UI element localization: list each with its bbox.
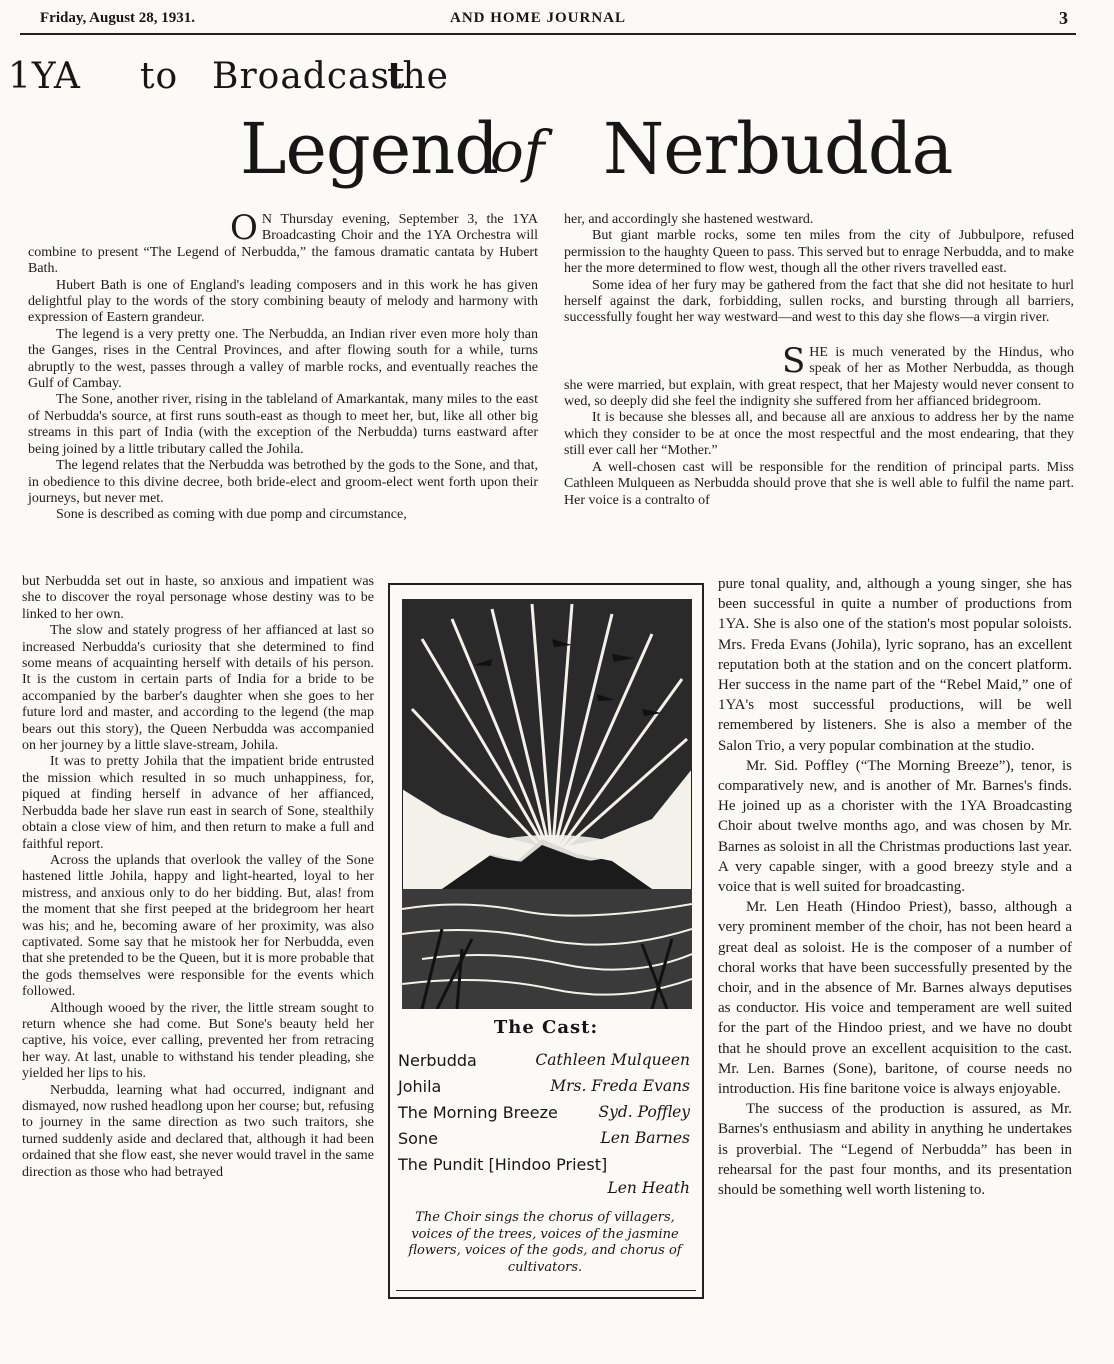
headline-legend: Legend [240,108,499,190]
cast-box [388,583,704,1299]
headline-station: 1YA [8,56,81,97]
headline-word-to: to [140,56,179,97]
choir-note: The Choir sings the chorus of villagers, voices of the trees, voices of the jasmine flowers, voices of the gods, and chorus of cultivators. [408,1210,682,1275]
cast-role: The Morning Breeze [398,1103,558,1122]
issue-date: Friday, August 28, 1931. [40,10,196,26]
paragraph: It was to pretty Johila that the impatient bride entrusted the mission which resulted in so much unhappiness, for, piqued at finding herself in advance of her affianced, Nerbudda bade her slave run east in search of Sone, stealthily obtain a close view of him, and then return to make a full and faithful report. [22,754,374,852]
headline-of: of [490,120,545,185]
cast-role: The Pundit [Hindoo Priest] [398,1155,608,1174]
paragraph: Sone is described as coming with due pomp and circumstance, [56,507,407,523]
paragraph: A well-chosen cast will be responsible for the rendition of principal parts. Miss Cathleen Mulqueen as Nerbudda should prove that she is well able to fulfil the name part. Her voice is a contralto of [564,459,1074,508]
cast-role: Nerbudda [398,1051,477,1070]
article-column-3 [718,574,1072,1200]
woodcut-illustration [402,599,692,1009]
paragraph: Mr. Sid. Poffley (“The Morning Breeze”), tenor, is comparatively new, and is another of Mr. Barnes's finds. He joined up as a chorister with the 1YA Broadcasting Choir about twelve months ago, and was chosen by Mr. Barnes as soloist in all the Christmas productions last year. A very capable singer, with a good breezy style and a voice that is well suited for broadcasting. [718,757,1072,896]
paragraph: Nerbudda, learning what had occurred, indignant and dismayed, now rushed headlong upon her course; but, refusing to journey in the same direction as two such traitors, she turned suddenly aside and declared that, although it had been ordained that she flow east, she never would travel in the same direction as those who had betrayed [22,1082,374,1180]
headline-line-2 [0,108,1114,198]
paragraph: The slow and stately progress of her affianced at last so increased Nerbudda's curiosity that she determined to find some means of acquainting herself with details of his person. It is the custom in certain parts of India for a bride to be accompanied by the barber's daughter when she goes to her future lord and master, and according to the legend (the map bears out this story), the Queen Nerbudda was accompanied on her journey by a little slave-stream, Johila. [22,623,374,754]
page-number: 3 [1059,8,1068,28]
paragraph: Mr. Len Heath (Hindoo Priest), basso, although a very prominent member of the choir, has not been heard a great deal as soloist. He is the composer of a number of choral works that have been successfully presented by the choir, and in the absence of Mr. Barnes always deputises as conductor. His voice and temperament are well suited for the part of the Hindoo priest, and we have no doubt that he should prove an excellent acquisition to the cast. Mr. Len. Barnes (Sone), baritone, of course needs no introduction. His fine baritone voice is always enjoyable. [718,899,1072,1098]
header-rule [20,33,1076,35]
headline-word-the: the [387,56,449,97]
cast-title: The Cast: [493,1017,599,1038]
drop-cap-o: O [230,208,258,248]
cast-actor: Syd. Poffley [598,1103,690,1121]
cast-box-rule [396,1290,696,1291]
page-header [40,8,1080,30]
journal-name: AND HOME JOURNAL [450,10,626,26]
cast-actor: Len Barnes [600,1129,690,1147]
paragraph: But giant marble rocks, some ten miles from the city of Jubbulpore, refused permission to the haughty Queen to pass. This served but to enrage Nerbudda, and to make her the more determined to flow west, though all the other rivers travelled east. [564,228,1074,277]
paragraph: Across the uplands that overlook the valley of the Sone hastened little Johila, happy and light-hearted, loyal to her mistress, and anxious only to do her bidding. But, alas! from the moment that she first peeped at the bridegroom her heart was his; and he, becoming aware of her proximity, was also captivated. Some say that he mistook her for Nerbudda, even that she pretended to be the Queen, but it is more probable that the gods themselves were responsible for the events which followed. [22,852,374,1000]
cast-role: Sone [398,1129,438,1148]
paragraph: Some idea of her fury may be gathered from the fact that she did not hesitate to hurl herself against the dark, forbidding, sullen rocks, and bursting through all barriers, successfully fought her way westward—and west to this day she flows—a virgin river. [564,277,1074,326]
article-column-1 [28,208,538,524]
intro-paragraph: O N Thursday evening, September 3, the 1YA Broadcasting Choir and the 1YA Orchestra will combine to present “The Legend of Nerbudda,” the famous dramatic cantata by Hubert Bath. [28,208,538,277]
paragraph: but Nerbudda set out in haste, so anxious and impatient was she to discover the royal personage whose destiny was to be linked to her own. [22,574,374,622]
cast-actor: Mrs. Freda Evans [550,1077,690,1095]
paragraph: Hubert Bath is one of England's leading composers and in this work he has given delightful play to the words of the story combining beauty of melody and harmony with expression of Eastern grandeur. [28,277,538,326]
paragraph: It is because she blesses all, and because all are anxious to address her by the name which they consider to be at once the most respectful and the most endearing, that they still ever call her “Mother.” [564,410,1074,459]
article-column-1-narrow [22,574,374,1181]
paragraph: The success of the production is assured, as Mr. Barnes's enthusiasm and ability in anything he undertakes is proverbial. The “Legend of Nerbudda” has been in rehearsal for the past four months, and its presentation should be something well worth listening to. [718,1101,1072,1199]
cast-actor: Cathleen Mulqueen [535,1051,690,1069]
section-paragraph: SHE is much venerated by the Hindus, who speak of her as Mother Nerbudda, as though she were married, but explain, with great respect, that her Majesty would never consent to wed, so deeply did she feel the indignity she suffered from her affianced bridegroom. [564,340,1074,410]
paragraph: The legend relates that the Nerbudda was betrothed by the gods to the Sone, and that, in obedience to this divine decree, both bride-elect and groom-elect went forth upon their journeys, but never met. [28,458,538,506]
article-column-2 [564,212,1074,509]
drop-cap-s: S [782,340,806,381]
paragraph: The Sone, another river, rising in the tableland of Amarkantak, many miles to the east of Nerbudda's source, at first runs south-east as though to meet her, but, like all other big streams in this part of India (with the exception of the Nerbudda) turns eastward after being joined by a little tributary called the Johila. [28,392,538,457]
cast-actor: Len Heath [607,1179,690,1197]
paragraph: pure tonal quality, and, although a young singer, she has been successful in quite a number of productions from 1YA. She is also one of the station's most popular soloists. Mrs. Freda Evans (Johila), lyric soprano, has an excellent reputation both at the station and on the concert platform. Her success in the name part of the “Rebel Maid,” one of 1YA's most successful productions, will be well remembered by listeners. She is also a member of the Salon Trio, a very popular combination at the studio. [718,576,1072,754]
paragraph: Although wooed by the river, the little stream sought to return whence she had come. But Sone's beauty held her captive, his voice, ever calling, prevented her from retracing her way. At last, unable to withstand his tender pleading, she yielded her lips to his. [22,1000,374,1082]
paragraph: The legend is a very pretty one. The Nerbudda, an Indian river even more holy than the Ganges, rises in the Central Provinces, and after flowing south for a while, turns abruptly to the west, passes through a valley of marble rocks, and eventually reaches the Gulf of Cambay. [28,326,538,392]
paragraph: her, and accordingly she hastened westward. [564,212,814,227]
cast-role: Johila [398,1077,442,1096]
headline-word-broadcast: Broadcast [212,56,406,97]
headline-nerbudda: Nerbudda [603,108,953,190]
